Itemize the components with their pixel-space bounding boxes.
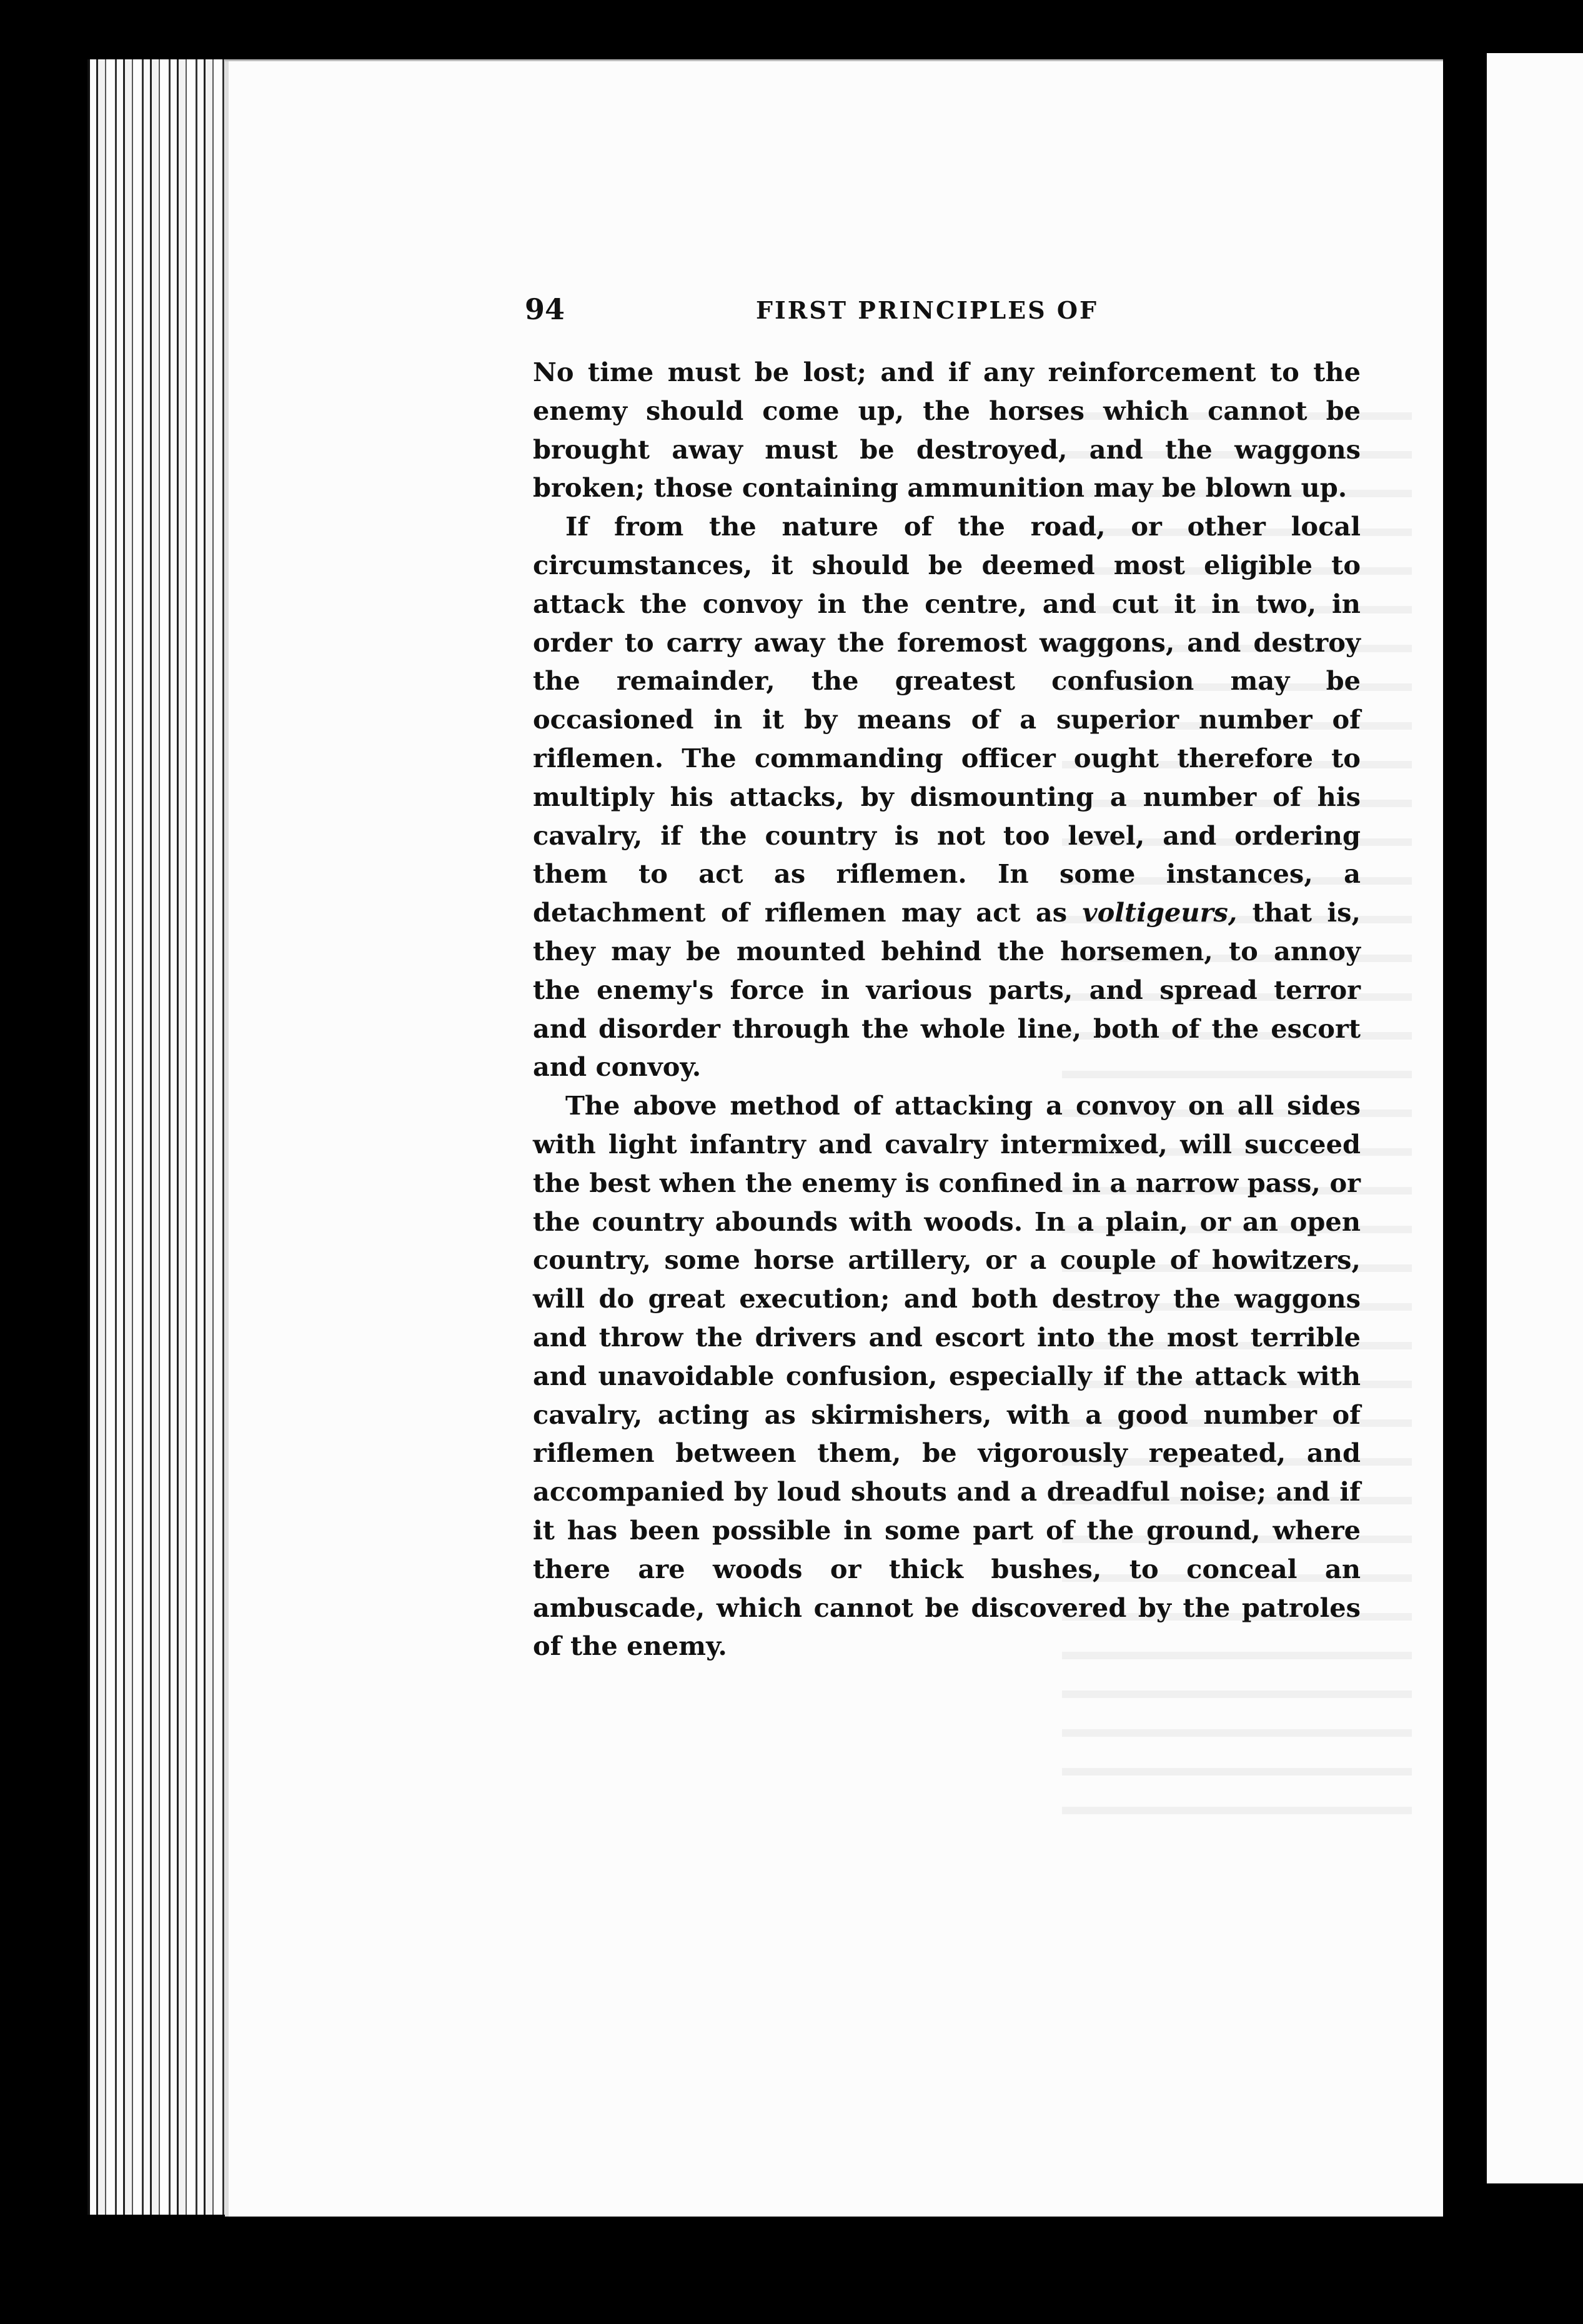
stacked-page-edges xyxy=(87,59,234,2215)
facing-page-edge xyxy=(1487,53,1583,2183)
running-head: FIRST PRINCIPLES OF xyxy=(756,296,1098,324)
paragraph-2-italic-term: voltigeurs, xyxy=(1082,897,1238,928)
paragraph-2-part-a: If from the nature of the road, or other local circumstances, it should be deemed most eligible to attack the convoy in the centre, and cut it in two, in order to carry away the foremost waggons, and destroy the remainder, the greatest confusion may be occasioned in it by means of a superior number of riflemen. The commanding officer ought therefore to multiply his attacks, by dismounting a number of his cavalry, if the country is not too level, and ordering them to act as riflemen. In some instances, a detachment of riflemen may act as xyxy=(533,511,1361,928)
page-number: 94 xyxy=(525,292,565,326)
paragraph-3: The above method of attacking a convoy on all sides with light infantry and cavalry intermixed, will succeed the best when the enemy is confined in a narrow pass, or the country abounds with woods. In a plain, or an open country, some horse artillery, or a couple of howitzers, will do great execution; and both destroy the waggons and throw the drivers and escort into the most terrible and unavoidable confusion, especially if the attack with cavalry, acting as skirmishers, with a good number of riflemen between them, be vigorously repeated, and accompanied by loud shouts and a dreadful noise; and if it has been possible in some part of the ground, where there are woods or thick bushes, to conceal an ambuscade, which cannot be discovered by the patroles of the enemy. xyxy=(533,1090,1361,1662)
paragraph-1: No time must be lost; and if any reinforcement to the enemy should come up, the horses which cannot be brought away must be destroyed, and the waggons broken; those containing ammunition may be blown up. xyxy=(533,357,1361,504)
paragraph-2-part-b: that is, they may be mounted behind the horsemen, to annoy the enemy's force in various parts, and spread terror and disorder through the whole line, both of the escort and convoy. xyxy=(533,897,1361,1083)
paragraph-2 xyxy=(533,507,1361,1086)
gutter-shadow xyxy=(1443,56,1487,2218)
page-header xyxy=(525,292,1162,330)
body-text xyxy=(533,353,1361,1666)
